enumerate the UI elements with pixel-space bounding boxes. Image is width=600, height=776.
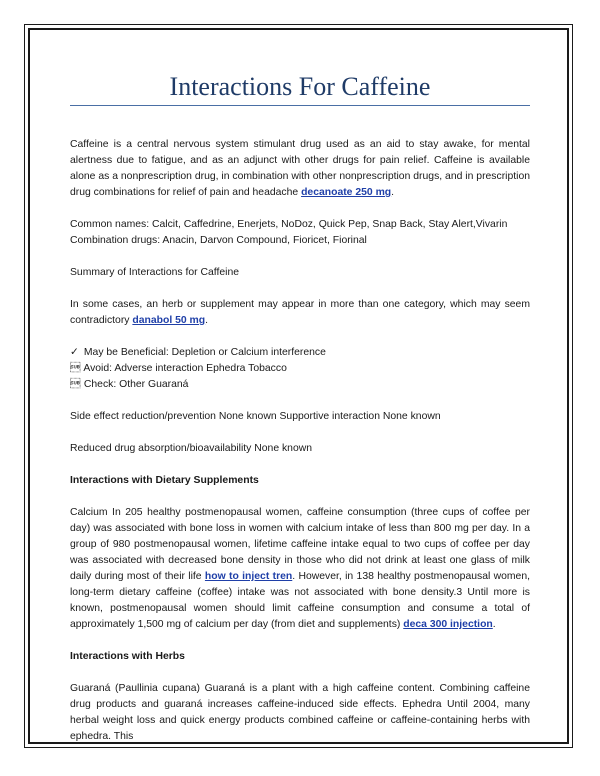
inject-tren-link[interactable]: how to inject tren <box>204 571 293 582</box>
danabol-link[interactable]: danabol 50 mg <box>132 315 206 326</box>
missing-glyph-icon:  <box>70 363 81 374</box>
check-icon: ✓ <box>70 347 79 358</box>
dietary-supplements-heading: Interactions with Dietary Supplements <box>70 475 259 486</box>
deca-injection-link[interactable]: deca 300 injection <box>403 619 493 630</box>
list-item-check <box>70 377 530 393</box>
intro-paragraph <box>70 137 530 201</box>
missing-glyph-icon:  <box>70 379 81 390</box>
common-names: Common names: Calcit, Caffedrine, Enerjets, NoDoz, Quick Pep, Snap Back, Stay Alert,Vivarin <box>70 219 508 230</box>
document-body <box>70 137 530 761</box>
side-effect-line: Side effect reduction/prevention None known Supportive interaction None known <box>70 411 441 422</box>
calcium-paragraph <box>70 505 530 633</box>
list-text: May be Beneficial: Depletion or Calcium interference <box>83 347 326 358</box>
combination-drugs: Combination drugs: Anacin, Darvon Compound, Fioricet, Fiorinal <box>70 235 367 246</box>
summary-heading: Summary of Interactions for Caffeine <box>70 267 240 278</box>
category-end: . <box>205 315 209 326</box>
decanoate-link[interactable]: decanoate 250 mg <box>301 187 392 198</box>
intro-text: Caffeine is a central nervous system stimulant drug used as an aid to stay awake, for mental alertness due to fatigue, and as an adjunct with other drugs for pain relief. Caffeine is available alone as a nonprescription drug, in combination with other nonprescription drugs, and in prescription drug combinations for relief of pain and headache <box>70 139 530 198</box>
list-text: Avoid: Adverse interaction Ephedra Tobacco <box>83 363 287 374</box>
title-divider <box>70 105 530 106</box>
names-paragraph <box>70 217 530 249</box>
category-text: In some cases, an herb or supplement may appear in more than one category, which may seem contradictory <box>70 299 530 326</box>
calcium-text: Calcium In 205 healthy postmenopausal women, caffeine consumption (three cups of coffee per day) was associated with bone loss in women with calcium intake of less than 800 mg per day. In a group of 980 postmenopausal women, lifetime caffeine intake equal to two cups of coffee per day was associated with decreased bone density in those who did not drink at least one glass of milk daily during most of their life <box>70 507 530 582</box>
reduced-absorption-line: Reduced drug absorption/bioavailability None known <box>70 443 313 454</box>
intro-end: . <box>391 187 395 198</box>
category-paragraph <box>70 297 530 329</box>
calcium-end: . <box>492 619 496 630</box>
guarana-paragraph: Guaraná (Paullinia cupana) Guaraná is a plant with a high caffeine content. Combining caffeine drug products and guaraná increases caffeine-induced side effects. Ephedra Until 2004, many herbal weight loss and quick energy products combined caffeine or caffeine-containing herbs with ephedra. This <box>70 683 530 742</box>
list-item-beneficial <box>70 345 530 361</box>
list-text: Check: Other Guaraná <box>83 379 189 390</box>
list-item-avoid <box>70 361 530 377</box>
page-title: Interactions For Caffeine <box>169 72 431 101</box>
calcium-text-continued: . However, in 138 healthy postmenopausal women, long-term dietary caffeine (coffee) intake was not associated with bone density.3 Until more is known, postmenopausal women should limit caffeine consumption and consume a total of approximately 1,500 mg of calcium per day (from diet and supplements) <box>70 571 530 630</box>
herbs-heading: Interactions with Herbs <box>70 651 185 662</box>
